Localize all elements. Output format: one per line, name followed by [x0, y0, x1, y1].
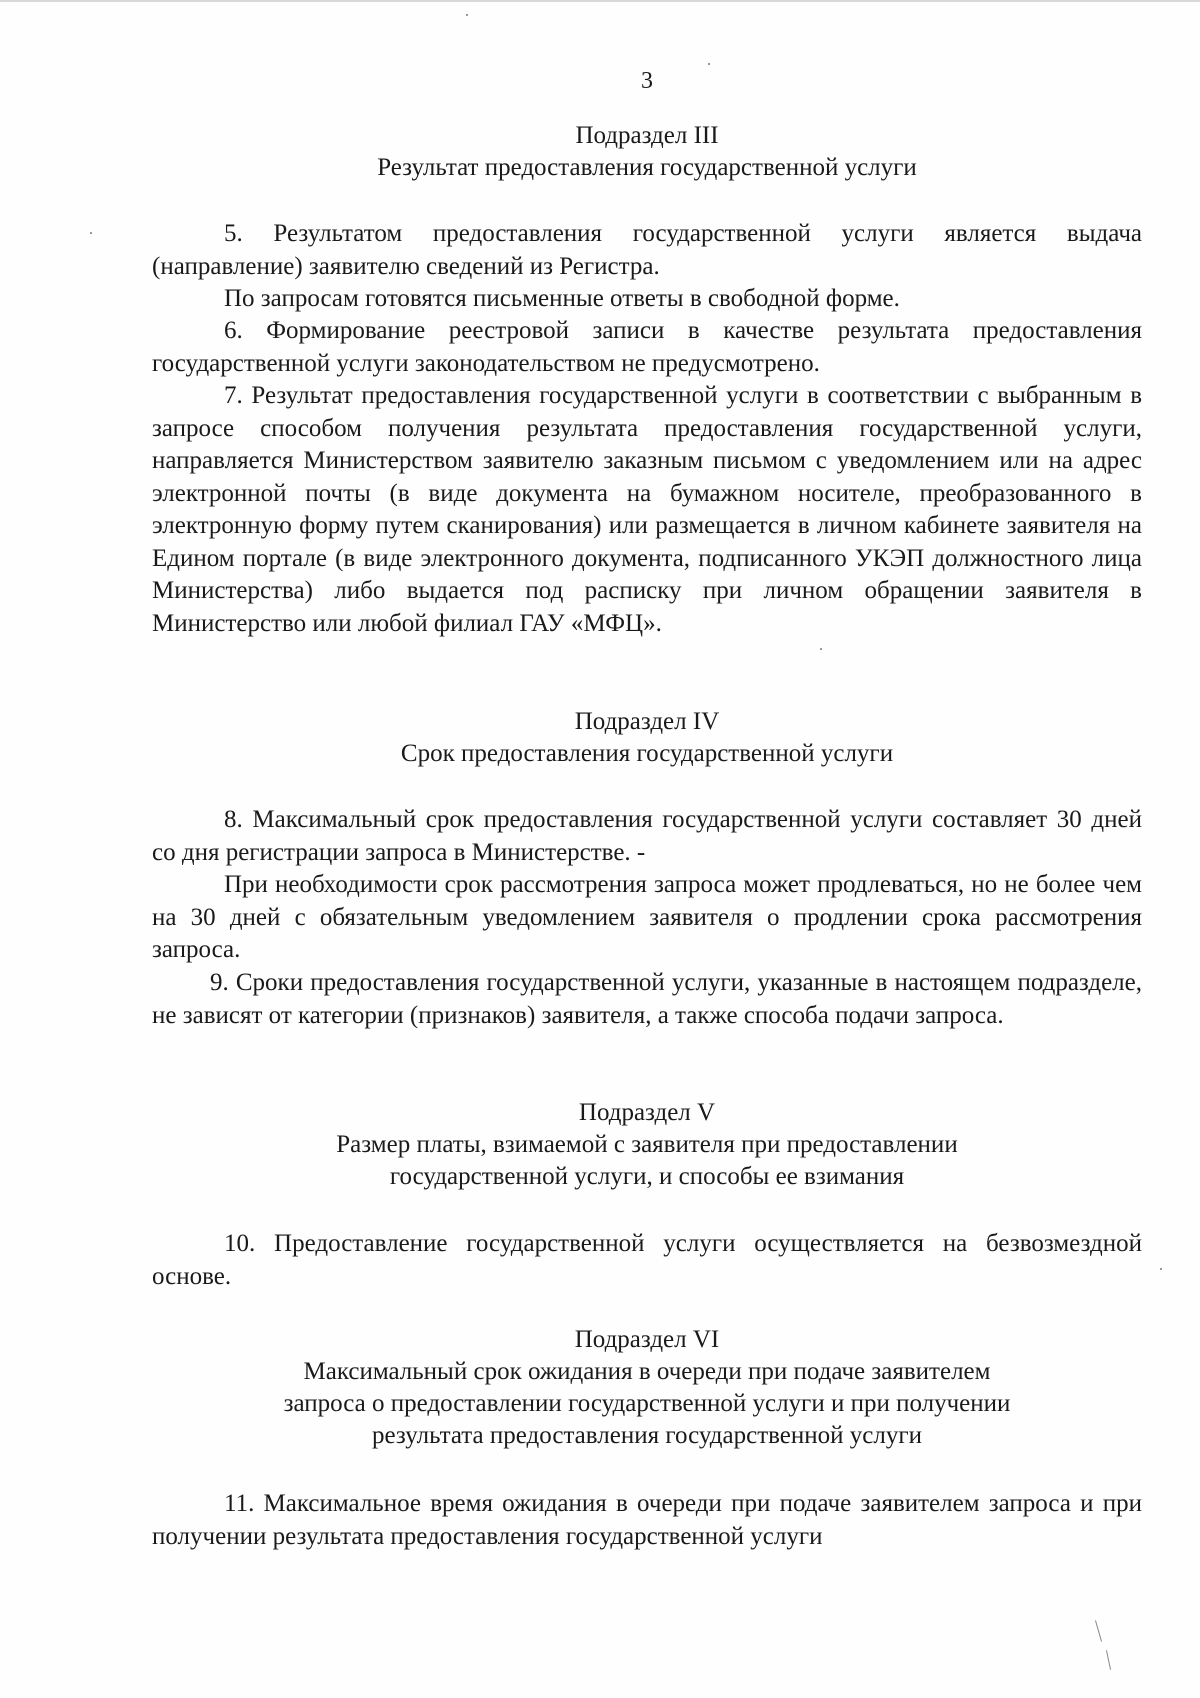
scan-speck: [820, 648, 822, 650]
section-v-title-line-1: Размер платы, взимаемой с заявителя при предоставлении: [336, 1131, 958, 1158]
section-vi-title-line-3: результата предоставления государственной услуги: [372, 1422, 922, 1449]
scan-speck: [466, 14, 468, 16]
paragraph-9: 9. Сроки предоставления государственной услуги, указанные в настоящем подразделе, не зависят от категории (признаков) заявителя, а также способа подачи запроса.: [152, 969, 1142, 1029]
section-iii-title: Результат предоставления государственной услуги: [377, 154, 917, 181]
section-iv-label: Подраздел IV: [574, 708, 720, 735]
section-iii-heading: [152, 120, 1142, 184]
section-vi-title-line-1: Максимальный срок ожидания в очереди при подаче заявителем: [303, 1358, 991, 1385]
paragraph-6: 6. Формирование реестровой записи в качестве результата предоставления государственной услуги законодательством не предусмотрено.: [152, 317, 1142, 377]
paragraph-8-note: При необходимости срок рассмотрения запроса может продлеваться, но не более чем на 30 дней с обязательным уведомлением заявителя о продлении срока рассмотрения запроса.: [152, 871, 1142, 963]
scan-speck: [90, 232, 92, 234]
scan-speck: [1160, 1268, 1162, 1270]
paragraph-8: 8. Максимальный срок предоставления государственной услуги составляет 30 дней со дня регистрации запроса в Министерстве. -: [152, 806, 1142, 866]
section-v-title-line-2: государственной услуги, и способы ее взимания: [389, 1163, 905, 1190]
section-iv-heading: [152, 706, 1142, 770]
section-vi-title-line-2: запроса о предоставлении государственной услуги и при получении: [283, 1390, 1011, 1417]
paragraph-5-note: По запросам готовятся письменные ответы в свободной форме.: [224, 285, 900, 312]
paragraph-11: 11. Максимальное время ожидания в очереди при подаче заявителем запроса и при получении результата предоставления государственной услуги: [152, 1490, 1142, 1550]
paragraph-10: 10. Предоставление государственной услуги осуществляется на безвозмездной основе.: [152, 1230, 1142, 1290]
scan-mark: [1095, 1620, 1102, 1641]
page-number: 3: [641, 68, 653, 94]
scan-mark: [1106, 1650, 1111, 1670]
section-v-label: Подраздел V: [578, 1099, 716, 1126]
section-vi-heading: [152, 1324, 1142, 1452]
paragraph-7: 7. Результат предоставления государственной услуги в соответствии с выбранным в запросе способом получения результата предоставления государственной услуги, направляется Министерством заявителю заказным письмом с уведомлением или на адрес электронной почты (в виде документа на бумажном носителе, преобразованного в электронную форму путем сканирования) или размещается в личном кабинете заявителя на Едином портале (в виде электронного документа, подписанного УКЭП должностного лица Министерства) либо выдается под расписку при личном обращении заявителя в Министерство или любой филиал ГАУ «МФЦ».: [152, 382, 1142, 637]
section-iii-label: Подраздел III: [575, 122, 719, 149]
section-iv-title: Срок предоставления государственной услуги: [400, 740, 894, 767]
scan-top-edge: [0, 0, 1200, 2]
section-vi-label: Подраздел VI: [574, 1326, 720, 1353]
scan-speck: [708, 63, 710, 65]
paragraph-5: 5. Результатом предоставления государственной услуги является выдача (направление) заявителю сведений из Регистра.: [152, 220, 1142, 280]
section-v-heading: [152, 1097, 1142, 1193]
